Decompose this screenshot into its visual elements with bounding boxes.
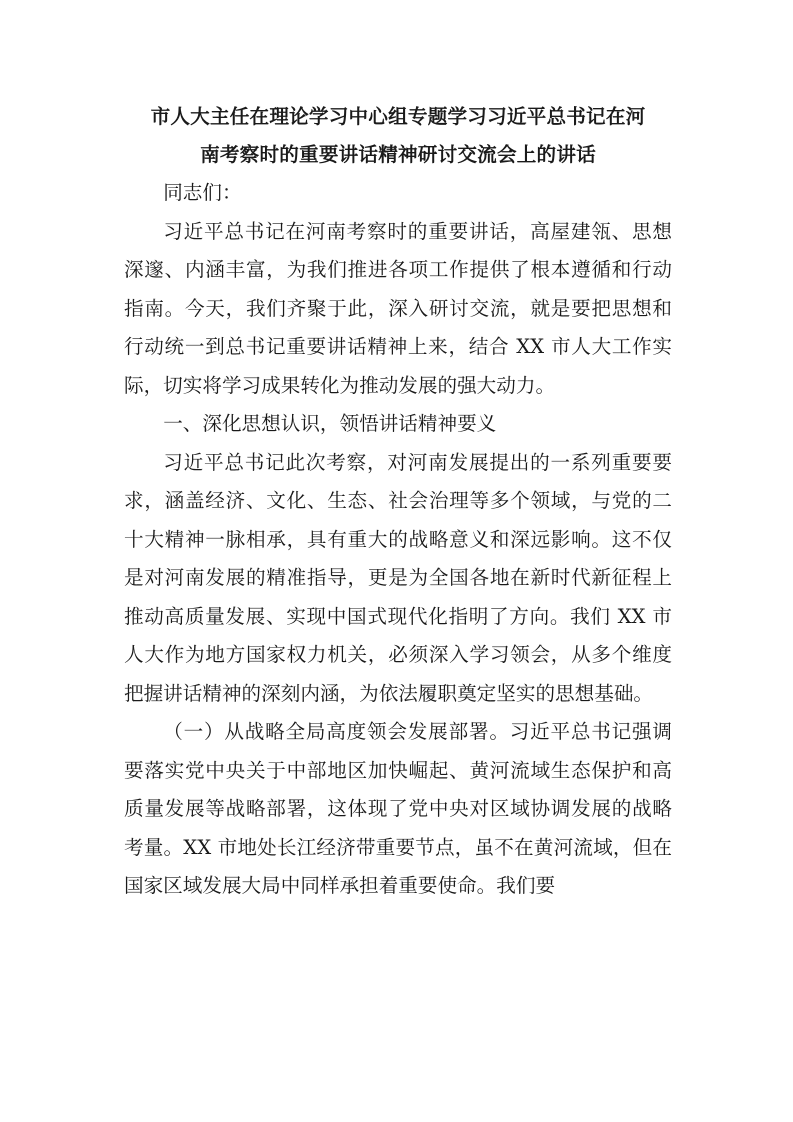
document-title [110, 98, 686, 174]
title-line-2: 南考察时的重要讲话精神研讨交流会上的讲话 [200, 143, 596, 166]
title-line-1: 市人大主任在理论学习中心组专题学习习近平总书记在河 [150, 105, 646, 128]
paragraph-section-1: 习近平总书记此次考察，对河南发展提出的一系列重要要求，涵盖经济、文化、生态、社会治理等多个领域，与党的二十大精神一脉相承，具有重大的战略意义和深远影响。这不仅是对河南发展的精准指导，更是为全国各地在新时代新征程上推动高质量发展、实现中国式现代化指明了方向。我们 XX 市人大作为地方国家权力机关，必须深入学习领会，从多个维度把握讲话精神的深刻内涵，为依法履职奠定坚实的思想基础。 [124, 450, 672, 705]
paragraph-subsection-1: （一）从战略全局高度领会发展部署。习近平总书记强调要落实党中央关于中部地区加快崛起、黄河流域生态保护和高质量发展等战略部署，这体现了党中央对区域协调发展的战略考量。XX 市地处长江经济带重要节点，虽不在黄河流域，但在国家区域发展大局中同样承担着重要使命。我们要 [124, 720, 672, 897]
document-page [124, 98, 672, 906]
paragraph-intro: 习近平总书记在河南考察时的重要讲话，高屋建瓴、思想深邃、内涵丰富，为我们推进各项工作提供了根本遵循和行动指南。今天，我们齐聚于此，深入研讨交流，就是要把思想和行动统一到总书记重要讲话精神上来，结合 XX 市人大工作实际，切实将学习成果转化为推动发展的强大动力。 [124, 219, 672, 397]
section-heading-1: 一、深化思想认识，领悟讲话精神要义 [163, 412, 497, 435]
salutation: 同志们： [163, 181, 242, 204]
